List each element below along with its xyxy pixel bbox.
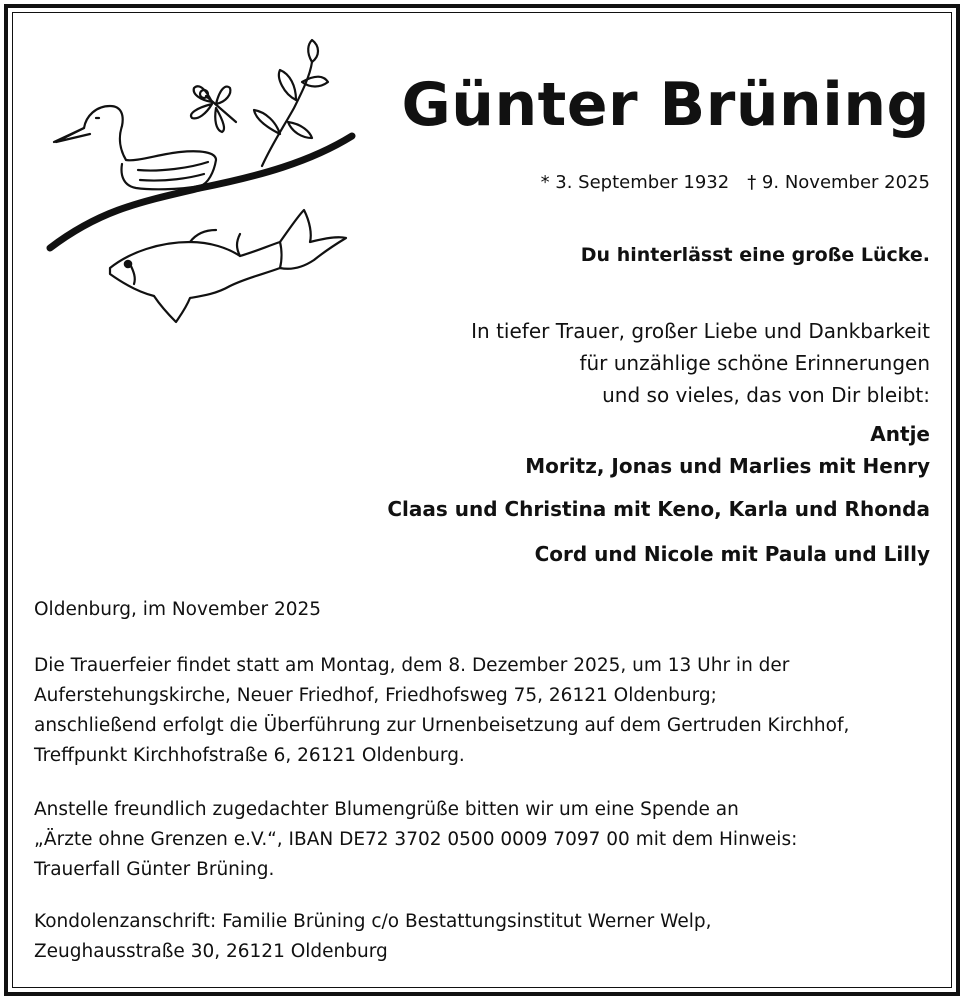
- donation-info: [34, 795, 797, 885]
- fish-drawing: [110, 210, 346, 322]
- dedication-line: und so vieles, das von Dir bleibt:: [602, 383, 930, 407]
- condolence-address: [34, 907, 711, 967]
- ceremony-line: anschließend erfolgt die Überführung zur Urnenbeisetzung auf dem Gertruden Kirchhof,: [34, 715, 850, 736]
- dragonfly-drawing: [191, 86, 236, 132]
- mourner-line: Moritz, Jonas und Marlies mit Henry: [525, 454, 930, 478]
- dedication: [471, 315, 930, 411]
- motto: Du hinterlässt eine große Lücke.: [580, 244, 930, 266]
- dedication-line: In tiefer Trauer, großer Liebe und Dankbarkeit: [471, 319, 930, 343]
- water-line: [50, 136, 352, 248]
- nature-illustration: [40, 38, 360, 330]
- ceremony-info: [34, 651, 849, 771]
- leaf-branch-drawing: [254, 40, 328, 166]
- dedication-line: für unzählige schöne Erinnerungen: [579, 351, 930, 375]
- ceremony-line: Auferstehungskirche, Neuer Friedhof, Friedhofsweg 75, 26121 Oldenburg;: [34, 685, 717, 706]
- mourner-line: Antje: [870, 422, 930, 446]
- ceremony-line: Die Trauerfeier findet statt am Montag, dem 8. Dezember 2025, um 13 Uhr in der: [34, 655, 790, 676]
- deceased-name: Günter Brüning: [401, 70, 930, 140]
- donation-line: „Ärzte ohne Grenzen e.V.“, IBAN DE72 3702 0500 0009 7097 00 mit dem Hinweis:: [34, 829, 798, 850]
- ceremony-line: Treffpunkt Kirchhofstraße 6, 26121 Oldenburg.: [34, 745, 465, 766]
- condolence-line: Zeughausstraße 30, 26121 Oldenburg: [34, 941, 388, 962]
- mourner-line: Cord und Nicole mit Paula und Lilly: [534, 542, 930, 566]
- donation-line: Trauerfall Günter Brüning.: [34, 859, 275, 880]
- mourner-line: Claas und Christina mit Keno, Karla und Rhonda: [387, 497, 930, 521]
- place-and-date: Oldenburg, im November 2025: [34, 599, 322, 620]
- death-date: † 9. November 2025: [747, 172, 930, 193]
- birth-date: * 3. September 1932: [540, 172, 730, 193]
- donation-line: Anstelle freundlich zugedachter Blumengrüße bitten wir um eine Spende an: [34, 799, 739, 820]
- condolence-line: Kondolenzanschrift: Familie Brüning c/o Bestattungsinstitut Werner Welp,: [34, 911, 712, 932]
- life-dates: [541, 171, 930, 195]
